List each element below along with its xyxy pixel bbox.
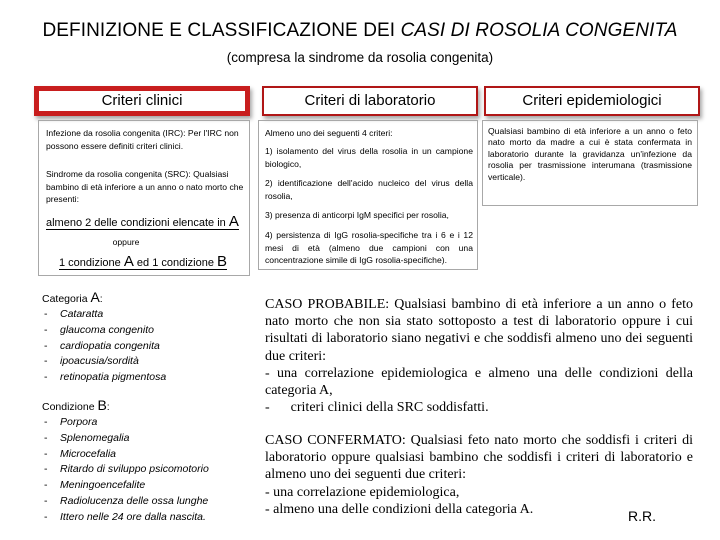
condizione-b-suffix: : — [106, 401, 110, 413]
list-item: - Meningoencefalite — [42, 478, 209, 494]
list-item: - Radiolucenza delle ossa lunghe — [42, 494, 209, 510]
list-item: - Splenomegalia — [42, 431, 209, 447]
lab-criterion-1: 1) isolamento del virus della rosolia in un campione biologico, — [265, 146, 473, 169]
confermato-criterion-2: - almeno una delle condizioni della categoria A. — [265, 501, 534, 517]
probabile-criterion-2: - criteri clinici della SRC soddisfatti. — [265, 400, 489, 416]
categoria-a — [42, 289, 166, 386]
condizione-b-list — [42, 415, 209, 526]
src-text: Sindrome da rosolia congenita (SRC): Qualsiasi bambino di età inferiore a un anno o nato morto che presenti: — [46, 169, 244, 204]
list-item: - Ritardo di sviluppo psicomotorio — [42, 462, 209, 478]
cond1-letter-a: A — [123, 253, 134, 270]
condizione-line — [59, 253, 259, 270]
almeno-letter-a: A — [228, 213, 239, 230]
list-item: - Microcefalia — [42, 447, 209, 463]
list-item: - cardiopatia congenita — [42, 339, 166, 355]
lab-intro: Almeno uno dei seguenti 4 criteri: — [265, 128, 393, 138]
caso-probabile — [265, 296, 693, 416]
header-criteri-laboratorio: Criteri di laboratorio — [262, 86, 478, 116]
list-item: - Ittero nelle 24 ore dalla nascita. — [42, 510, 209, 526]
oppure-text: oppure — [112, 237, 140, 247]
title-italic: CASI DI ROSOLIA CONGENITA — [400, 20, 678, 41]
caso-confermato — [265, 432, 693, 518]
clinical-panel — [38, 120, 250, 276]
page-subtitle: (compresa la sindrome da rosolia congenita) — [226, 50, 494, 65]
categoria-a-list — [42, 307, 166, 386]
title-main: DEFINIZIONE E CLASSIFICAZIONE DEI — [42, 20, 401, 41]
page-title — [0, 20, 720, 42]
condizione-b-label: Condizione — [42, 401, 98, 413]
almeno-line — [46, 213, 246, 230]
categoria-a-title — [42, 289, 166, 305]
epi-panel — [482, 120, 698, 206]
list-item: - glaucoma congenito — [42, 323, 166, 339]
cond1-text: 1 condizione — [59, 257, 124, 269]
lab-criterion-4: 4) persistenza di IgG rosolia-specifiche tra i 6 e i 12 mesi di età (almeno due campioni con una concentrazione simile di IgG rosolia-specifiche). — [265, 230, 473, 265]
irc-text: Infezione da rosolia congenita (IRC): Per l'IRC non possono essere definiti criteri clinici. — [46, 128, 239, 151]
confermato-criterion-1: - una correlazione epidemiologica, — [265, 484, 460, 500]
cond1-letter-b: B — [217, 253, 228, 270]
list-item: - Porpora — [42, 415, 209, 431]
condizione-b — [42, 397, 209, 526]
probabile-criterion-1: - una correlazione epidemiologica e almeno una delle condizioni della categoria A, — [265, 365, 693, 399]
signature: R.R. — [628, 508, 656, 524]
lab-criterion-3: 3) presenza di anticorpi IgM specifici per rosolia, — [265, 210, 449, 220]
condizione-b-letter: B — [97, 397, 107, 413]
probabile-definition: CASO PROBABILE: Qualsiasi bambino di età inferiore a un anno o feto nato morto che non sia stato sottoposto a test di laboratorio oppure i cui risultati di laboratorio siano negativi e che soddisfi almeno uno dei seguenti due criteri: — [265, 297, 693, 364]
categoria-a-label: Categoria — [42, 293, 91, 305]
header-criteri-epidemiologici: Criteri epidemiologici — [484, 86, 700, 116]
condizione-b-title — [42, 397, 209, 413]
list-item: - retinopatia pigmentosa — [42, 370, 166, 386]
categoria-a-suffix: : — [99, 293, 103, 305]
lab-panel — [258, 120, 478, 270]
header-criteri-clinici: Criteri clinici — [34, 86, 250, 116]
categoria-a-letter: A — [90, 289, 100, 305]
ed1-text: ed 1 condizione — [133, 257, 218, 269]
confermato-definition: CASO CONFERMATO: Qualsiasi feto nato morto che soddisfi i criteri di laboratorio oppure qualsiasi bambino che soddisfi i criteri di laboratorio e almeno uno dei seguenti due criteri: — [265, 433, 693, 483]
lab-criterion-2: 2) identificazione dell'acido nucleico del virus della rosolia, — [265, 178, 473, 201]
list-item: - Cataratta — [42, 307, 166, 323]
list-item: - ipoacusia/sordità — [42, 354, 166, 370]
epi-text: Qualsiasi bambino di età inferiore a un anno o feto nato morto da madre a cui è stata confermata in laboratorio durante la gravidanza un'infezione da rosolia per trasmissione interumana (trasmissione verticale). — [488, 126, 692, 182]
almeno-text: almeno 2 delle condizioni elencate in — [46, 217, 229, 229]
